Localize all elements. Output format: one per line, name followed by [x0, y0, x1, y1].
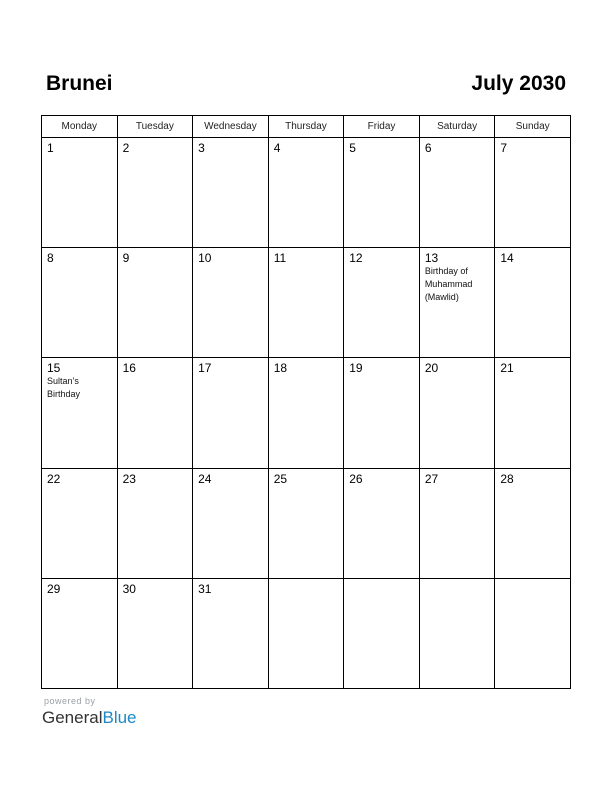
day-cell — [42, 578, 118, 688]
day-cell — [193, 358, 269, 468]
day-number: 6 — [424, 141, 432, 155]
day-number: 2 — [122, 141, 130, 155]
day-cell — [42, 358, 118, 468]
day-number: 21 — [500, 361, 514, 376]
day-number: 29 — [47, 581, 61, 596]
day-number: 27 — [424, 471, 439, 486]
week-row — [42, 138, 571, 248]
day-number: 11 — [273, 251, 287, 266]
generalblue-logo[interactable] — [42, 708, 162, 728]
weekday-header: Tuesday — [117, 116, 193, 138]
day-number: 30 — [122, 581, 136, 596]
week-row — [42, 358, 571, 468]
day-number: 3 — [198, 141, 205, 155]
day-number — [495, 579, 570, 582]
day-number: 19 — [349, 361, 363, 376]
day-cell — [117, 358, 193, 468]
weekday-header: Monday — [42, 116, 118, 138]
day-number: 7 — [500, 141, 508, 155]
day-number: 14 — [500, 251, 514, 266]
day-number: 1 — [47, 141, 54, 155]
day-cell — [344, 248, 420, 358]
day-cell — [193, 468, 269, 578]
day-cell — [419, 578, 495, 688]
day-cell — [419, 138, 495, 248]
day-cell — [268, 248, 344, 358]
day-number: 26 — [349, 471, 363, 486]
day-cell — [495, 468, 571, 578]
day-cell — [495, 578, 571, 688]
day-number: 15 — [47, 361, 61, 376]
brand-blue-text: Blue — [102, 708, 137, 727]
day-number: 5 — [349, 141, 356, 155]
day-cell — [419, 468, 495, 578]
day-cell — [193, 248, 269, 358]
day-cell — [117, 468, 193, 578]
weekday-header: Saturday — [419, 116, 495, 138]
day-number — [420, 579, 495, 582]
day-number: 4 — [273, 141, 281, 155]
holiday-label: Sultan’s Birthday — [47, 376, 81, 400]
day-number: 20 — [424, 361, 439, 376]
day-number: 31 — [198, 581, 212, 596]
day-cell — [268, 358, 344, 468]
weekday-header: Thursday — [268, 116, 344, 138]
week-row — [42, 578, 571, 688]
day-cell — [268, 578, 344, 688]
day-cell — [42, 138, 118, 248]
day-cell — [344, 468, 420, 578]
day-number: 9 — [122, 251, 130, 266]
day-number: 23 — [122, 471, 136, 486]
day-cell — [193, 578, 269, 688]
day-number — [269, 579, 344, 582]
day-cell — [344, 138, 420, 248]
day-cell — [344, 358, 420, 468]
day-cell — [193, 138, 269, 248]
footer-branding — [42, 695, 162, 728]
weekday-header: Wednesday — [193, 116, 269, 138]
day-cell — [42, 248, 118, 358]
day-cell — [419, 358, 495, 468]
day-cell — [268, 138, 344, 248]
day-cell — [117, 578, 193, 688]
day-cell — [495, 138, 571, 248]
day-number: 17 — [198, 361, 212, 376]
week-row — [42, 248, 571, 358]
month-year-title: July 2030 — [471, 72, 566, 95]
day-cell — [495, 358, 571, 468]
calendar-grid — [41, 115, 571, 689]
day-cell — [344, 578, 420, 688]
country-title: Brunei — [46, 72, 113, 95]
weekday-header-row — [42, 116, 571, 138]
day-number: 28 — [500, 471, 514, 486]
holiday-label: Birthday of Muhammad (Mawlid) — [424, 266, 473, 303]
day-number: 16 — [122, 361, 136, 376]
day-cell — [495, 248, 571, 358]
day-cell — [117, 248, 193, 358]
day-cell — [117, 138, 193, 248]
weekday-header: Friday — [344, 116, 420, 138]
day-cell — [419, 248, 495, 358]
day-cell — [268, 468, 344, 578]
day-number — [344, 579, 419, 582]
day-number: 13 — [424, 251, 439, 266]
powered-by-label: powered by — [44, 696, 96, 706]
week-row — [42, 468, 571, 578]
day-number: 18 — [273, 361, 288, 376]
day-cell — [42, 468, 118, 578]
day-number: 8 — [47, 251, 54, 266]
weekday-header: Sunday — [495, 116, 571, 138]
day-number: 22 — [47, 471, 61, 486]
day-number: 24 — [198, 471, 212, 486]
day-number: 10 — [198, 251, 212, 266]
day-number: 25 — [273, 471, 288, 486]
day-number: 12 — [349, 251, 363, 266]
brand-general-text: General — [42, 708, 103, 727]
